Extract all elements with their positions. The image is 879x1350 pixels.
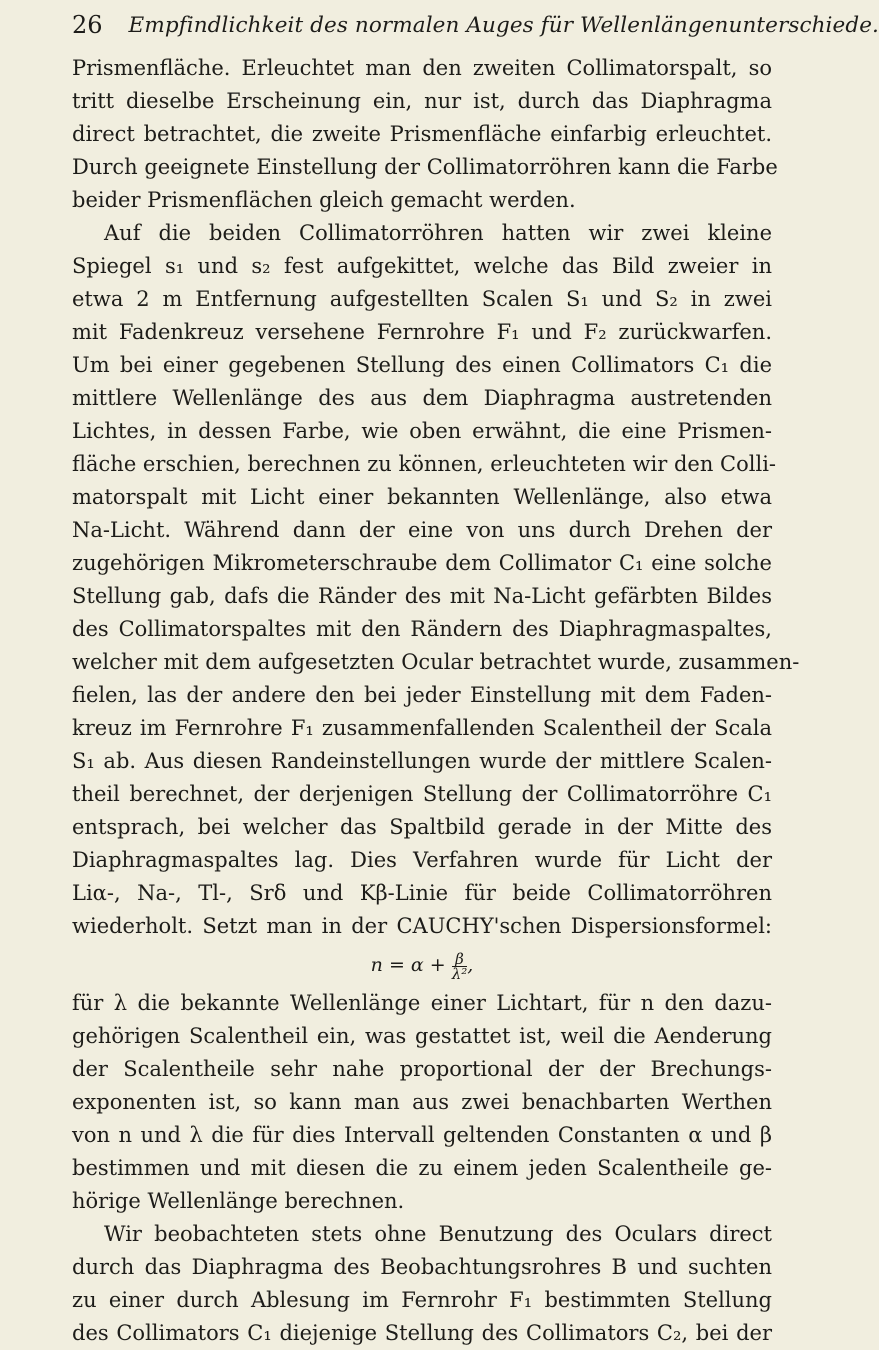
text-line: S₁ ab. Aus diesen Randeinstellungen wurde der mittlere Scalen- — [72, 749, 772, 773]
body-text — [72, 52, 800, 1350]
text-line: hörige Wellenlänge berechnen. — [72, 1189, 405, 1213]
text-line: beider Prismenflächen gleich gemacht werden. — [72, 188, 576, 212]
text-line: Stellung gab, dafs die Ränder des mit Na-Licht gefärbten Bildes — [72, 584, 772, 608]
text-line: Um bei einer gegebenen Stellung des einen Collimators C₁ die — [72, 353, 772, 377]
text-line: Wir beobachteten stets ohne Benutzung des Oculars direct — [104, 1222, 772, 1246]
text-line: theil berechnet, der derjenigen Stellung der Collimatorröhre C₁ — [72, 782, 772, 806]
text-line: für λ die bekannte Wellenlänge einer Lichtart, für n den dazu- — [72, 991, 772, 1015]
page-number: 26 — [72, 11, 103, 39]
cauchy-formula — [72, 943, 772, 987]
text-line: mit Fadenkreuz versehene Fernrohre F₁ und F₂ zurückwarfen. — [72, 320, 772, 344]
text-line: der Scalentheile sehr nahe proportional der der Brechungs- — [72, 1057, 772, 1081]
text-line: zu einer durch Ablesung im Fernrohr F₁ bestimmten Stellung — [72, 1288, 772, 1312]
text-line: kreuz im Fernrohre F₁ zusammenfallenden Scalentheil der Scala — [72, 716, 772, 740]
text-line: fläche erschien, berechnen zu können, erleuchteten wir den Colli- — [72, 452, 777, 476]
formula-fraction — [451, 949, 468, 983]
text-line: matorspalt mit Licht einer bekannten Wellenlänge, also etwa — [72, 485, 772, 509]
text-line: des Collimators C₁ diejenige Stellung des Collimators C₂, bei der — [72, 1321, 772, 1345]
text-line: Diaphragmaspaltes lag. Dies Verfahren wurde für Licht der — [72, 848, 772, 872]
text-line: Lichtes, in dessen Farbe, wie oben erwähnt, die eine Prismen- — [72, 419, 772, 443]
text-line: tritt dieselbe Erscheinung ein, nur ist, durch das Diaphragma — [72, 89, 772, 113]
text-line: direct betrachtet, die zweite Prismenfläche einfarbig erleuchtet. — [72, 122, 772, 146]
text-line: Na-Licht. Während dann der eine von uns durch Drehen der — [72, 518, 772, 542]
text-line: bestimmen und mit diesen die zu einem jeden Scalentheile ge- — [72, 1156, 772, 1180]
text-line: von n und λ die für dies Intervall geltenden Constanten α und β — [72, 1123, 772, 1147]
text-line: welcher mit dem aufgesetzten Ocular betrachtet wurde, zusammen- — [72, 650, 800, 674]
text-line: wiederholt. Setzt man in der CAUCHY'schen Dispersionsformel: — [72, 914, 772, 938]
text-line: Durch geeignete Einstellung der Collimatorröhren kann die Farbe — [72, 155, 778, 179]
running-head: Empfindlichkeit des normalen Auges für Wellenlängenunterschiede. — [128, 12, 879, 38]
formula-lhs: n = α + — [370, 954, 446, 976]
text-line: Liα-, Na-, Tl-, Srδ und Kβ-Linie für beide Collimatorröhren — [72, 881, 772, 905]
text-line: Auf die beiden Collimatorröhren hatten wir zwei kleine — [104, 221, 772, 245]
text-line: exponenten ist, so kann man aus zwei benachbarten Werthen — [72, 1090, 772, 1114]
text-line: des Collimatorspaltes mit den Rändern des Diaphragmaspaltes, — [72, 617, 772, 641]
formula-tail: , — [467, 954, 474, 976]
text-line: gehörigen Scalentheil ein, was gestattet ist, weil die Aenderung — [72, 1024, 772, 1048]
text-line: Prismenfläche. Erleuchtet man den zweiten Collimatorspalt, so — [72, 56, 772, 80]
text-line: durch das Diaphragma des Beobachtungsrohres B und suchten — [72, 1255, 772, 1279]
text-line: Spiegel s₁ und s₂ fest aufgekittet, welche das Bild zweier in — [72, 254, 772, 278]
text-line: zugehörigen Mikrometerschraube dem Collimator C₁ eine solche — [72, 551, 772, 575]
text-line: mittlere Wellenlänge des aus dem Diaphragma austretenden — [72, 386, 772, 410]
page-header — [72, 6, 879, 44]
text-line: fielen, las der andere den bei jeder Einstellung mit dem Faden- — [72, 683, 772, 707]
text-line: entsprach, bei welcher das Spaltbild gerade in der Mitte des — [72, 815, 772, 839]
formula-denominator: λ² — [451, 964, 468, 983]
formula-numerator: β — [452, 952, 468, 967]
text-line: etwa 2 m Entfernung aufgestellten Scalen S₁ und S₂ in zwei — [72, 287, 772, 311]
